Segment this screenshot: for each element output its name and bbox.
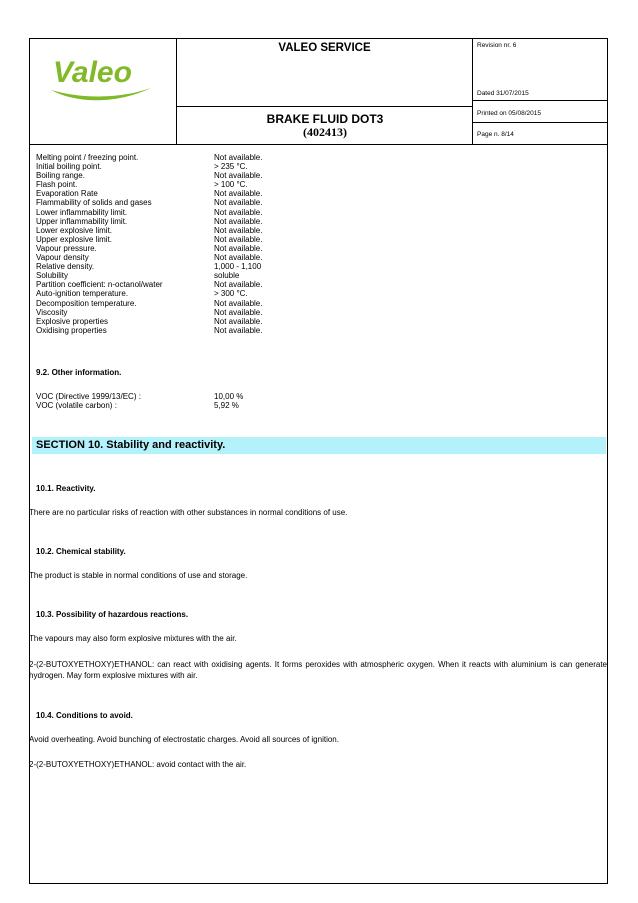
company-name: VALEO SERVICE [278, 42, 371, 54]
property-value: Not available. [214, 207, 263, 217]
property-name: VOC (Directive 1999/13/EC) : [36, 392, 141, 401]
property-name: Flammability of solids and gases [36, 198, 152, 208]
property-name: Upper inflammability limit. [36, 216, 128, 226]
property-row [36, 308, 262, 317]
property-value: Not available. [214, 198, 263, 208]
avoid-text-1: Avoid overheating. Avoid bunching of electrostatic charges. Avoid all sources of ignition. [29, 735, 339, 744]
property-row [36, 289, 262, 298]
property-name: Partition coefficient: n-octanol/water [36, 280, 163, 290]
property-name: Melting point / freezing point. [36, 153, 139, 162]
voc-table [36, 392, 243, 410]
stability-heading: 10.2. Chemical stability. [36, 547, 126, 556]
property-name: Oxidising properties [36, 325, 107, 335]
property-name: Boiling range. [36, 171, 85, 181]
property-value: Not available. [214, 153, 263, 162]
property-value: Not available. [214, 298, 263, 308]
property-row [36, 235, 262, 244]
properties-table [36, 153, 262, 335]
property-row [36, 317, 262, 326]
property-row [36, 180, 262, 189]
property-name: Flash point. [36, 180, 78, 190]
property-row [36, 208, 262, 217]
property-name: Upper explosive limit. [36, 234, 113, 244]
printed-on: Printed on 05/08/2015 [477, 110, 541, 117]
property-row [36, 271, 262, 280]
meta-divider [473, 122, 608, 123]
property-name: Initial boiling point. [36, 162, 102, 172]
valeo-logo [47, 52, 157, 112]
logo-cell [29, 38, 177, 145]
company-cell [177, 38, 473, 107]
property-value: 10,00 % [214, 392, 244, 401]
property-row [36, 189, 262, 198]
conditions-to-avoid-heading: 10.4. Conditions to avoid. [36, 711, 133, 720]
property-value: Not available. [214, 307, 263, 317]
property-row [36, 198, 262, 207]
property-value: Not available. [214, 225, 263, 235]
property-row [36, 171, 262, 180]
property-name: Decomposition temperature. [36, 298, 137, 308]
property-value: Not available. [214, 189, 263, 199]
property-value: 5,92 % [214, 401, 239, 411]
property-row [36, 299, 262, 308]
property-value: Not available. [214, 316, 263, 326]
property-value: Not available. [214, 171, 263, 181]
svg-text:Valeo: Valeo [53, 56, 132, 89]
reactivity-heading: 10.1. Reactivity. [36, 484, 96, 493]
property-row [36, 326, 262, 335]
property-name: Viscosity [36, 307, 68, 317]
section-10-title: SECTION 10. Stability and reactivity. [32, 437, 606, 454]
hazardous-text-2: 2-(2-BUTOXYETHOXY)ETHANOL: can react with oxidising agents. It forms peroxides with atmospheric oxygen. When it reacts with aluminium is can generate hydrogen. May form explosive mixtures with air. [29, 660, 607, 680]
property-row [36, 392, 243, 401]
property-name: Solubility [36, 271, 69, 281]
property-name: Explosive properties [36, 316, 109, 326]
dated: Dated 31/07/2015 [477, 90, 529, 97]
property-name: Relative density. [36, 262, 95, 272]
property-row [36, 253, 262, 262]
property-value: Not available. [214, 253, 263, 263]
hazardous-text-1: The vapours may also form explosive mixtures with the air. [29, 634, 237, 643]
product-code: (402413) [303, 125, 347, 139]
avoid-text-2: 2-(2-BUTOXYETHOXY)ETHANOL: avoid contact with the air. [29, 760, 247, 769]
property-row [36, 244, 262, 253]
page-number: Page n. 8/14 [477, 131, 514, 138]
other-info-heading: 9.2. Other information. [36, 368, 122, 377]
meta-cell [473, 38, 608, 145]
property-value: soluble [214, 271, 240, 281]
stability-text: The product is stable in normal conditions of use and storage. [29, 571, 248, 580]
property-name: Lower inflammability limit. [36, 207, 128, 217]
product-name: BRAKE FLUID DOT3 [266, 112, 384, 126]
property-row [36, 226, 262, 235]
reactivity-text: There are no particular risks of reaction with other substances in normal conditions of use. [29, 508, 348, 517]
property-row [36, 280, 262, 289]
revision-number: Revision nr. 6 [477, 42, 517, 49]
property-value: Not available. [214, 216, 263, 226]
property-value: Not available. [214, 234, 263, 244]
property-value: Not available. [214, 243, 263, 253]
property-value: Not available. [214, 325, 263, 335]
document-header [29, 38, 608, 145]
property-name: VOC (volatile carbon) : [36, 401, 117, 411]
property-row [36, 262, 262, 271]
property-name: Vapour pressure. [36, 243, 97, 253]
property-value: > 300 °C. [214, 289, 248, 299]
property-name: Vapour density [36, 253, 89, 263]
property-row [36, 217, 262, 226]
property-value: 1,000 - 1,100 [214, 262, 262, 272]
property-value: Not available. [214, 280, 263, 290]
hazardous-reactions-heading: 10.3. Possibility of hazardous reactions. [36, 610, 189, 619]
property-name: Auto-ignition temperature. [36, 289, 129, 299]
property-name: Evaporation Rate [36, 189, 98, 199]
property-row [36, 401, 243, 410]
property-value: > 235 °C. [214, 162, 248, 172]
property-value: > 100 °C. [214, 180, 248, 190]
property-row [36, 153, 262, 162]
property-name: Lower explosive limit. [36, 225, 113, 235]
meta-divider [473, 100, 608, 101]
property-row [36, 162, 262, 171]
